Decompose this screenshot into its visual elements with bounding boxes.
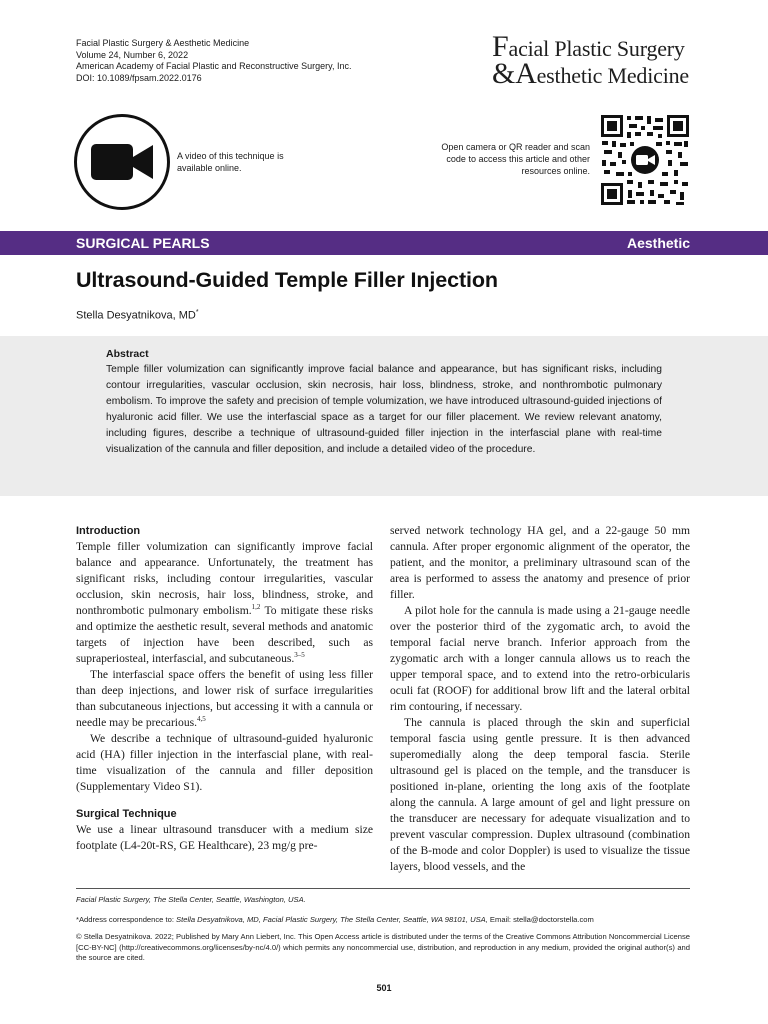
intro-p1-text-b: To mitigate these risks and optimize the aesthetic result, several methods and anatomic targets of injection have been described, such as supraperiosteal, interfascial, and subcutaneous.: [76, 604, 373, 665]
volume-line: Volume 24, Number 6, 2022: [76, 49, 189, 60]
logo-line1: acial Plastic Surgery: [508, 36, 685, 61]
correspondence-email[interactable]: Email: stella@doctorstella.com: [487, 915, 594, 924]
author-name: Stella Desyatnikova, MD: [76, 309, 196, 322]
qr-code-icon[interactable]: [600, 114, 690, 206]
logo-initial-a: &A: [492, 57, 537, 90]
section-label: SURGICAL PEARLS: [76, 235, 210, 251]
article-title: Ultrasound-Guided Temple Filler Injection: [76, 268, 498, 292]
intro-paragraph-1: [76, 539, 373, 667]
qr-instructions-text: Open camera or QR reader and scan code to access this article and other resources online.: [441, 142, 590, 176]
category-label: Aesthetic: [626, 235, 690, 251]
logo-initial-f: F: [492, 30, 509, 63]
video-camera-icon[interactable]: [74, 114, 170, 210]
author-mark: *: [195, 309, 199, 316]
technique-paragraph-3: The cannula is placed through the skin and superficial temporal fascia using gentle pressure. It is then advanced superomedially along the deep temporal fascia. Sterile ultrasound gel is placed on the temple, and the transducer is positioned in-plane, orienting the long axis of the footplate along the cannula. A large amount of gel and light pressure on the transducer are necessary for adequate visualization and to prevent vascular compression. Duplex ultrasound (combination of the B-mode and color Doppler) is used to visualize the tissue layers, blood vessels, and the: [390, 716, 690, 873]
correspondence-label: *Address correspondence to:: [76, 915, 177, 924]
correspondence-note: [76, 915, 690, 926]
ref-4-5[interactable]: 4,5: [197, 715, 206, 724]
page-number: 501: [376, 983, 392, 993]
ref-1-2[interactable]: 1,2: [251, 603, 261, 612]
journal-meta: [76, 38, 351, 84]
video-available-text: A video of this technique is available online.: [177, 151, 284, 173]
correspondence-address: Stella Desyatnikova, MD, Facial Plastic Surgery, The Stella Center, Seattle, WA 98101, USA,: [176, 915, 488, 924]
license-note: © Stella Desyatnikova. 2022; Published by Mary Ann Liebert, Inc. This Open Access article is distributed under the terms of the Creative Commons Attribution Noncommercial License [CC-BY-NC] (http://creativecommons.org/licenses/by-nc/4.0/) which permits any noncommercial use, distribution, and reproduction in any medium, provided the original author(s) and the source are cited.: [76, 932, 690, 963]
technique-paragraph-2: A pilot hole for the cannula is made using a 21-gauge needle over the posterior third of the zygomatic arch, to avoid the temporal facial nerve branch. Inferior approach from the zygomatic arch with a longer cannula allows us to reach the upper temporal space, and to extend into the retro-orbicularis oculi fat (ROOF) for additional brow lift and the lateral orbital rim contouring, if necessary.: [390, 604, 690, 713]
intro-paragraph-3: We describe a technique of ultrasound-guided hyaluronic acid (HA) filler injection in the interfascial plane, with real-time visualization of the cannula and filler deposition (Supplementary Video S1).: [76, 732, 373, 793]
author-line: [76, 309, 199, 322]
technique-heading: Surgical Technique: [76, 808, 177, 820]
body-column-right: [390, 523, 690, 875]
publisher-line: American Academy of Facial Plastic and Reconstructive Surgery, Inc.: [76, 61, 352, 72]
technique-paragraph-1: We use a linear ultrasound transducer with a medium size footplate (L4-20t-RS, GE Healthcare), 23 mg/g pre-: [76, 823, 373, 852]
intro-paragraph-2: [76, 667, 373, 731]
body-column-left: [76, 523, 373, 854]
doi-line: DOI: 10.1089/fpsam.2022.0176: [76, 72, 202, 83]
intro-p1-text-a: Temple filler volumization can significantly improve facial balance and appearance. Unfortunately, the treatment has significant risks, including contour irregularities, vascular occlusion, skin necrosis, hair loss, blindness, stroke, and nonthrombotic pulmonary embolism.: [76, 540, 373, 617]
intro-p2-text: The interfascial space offers the benefit of using less filler than deep injections, and lower risk of surface irregularities than subcutaneous injections, but accessing it with a cannula or needle may be precarious.: [76, 668, 373, 729]
abstract-text: Temple filler volumization can significantly improve facial balance and appearance, but has significant risks, including contour irregularities, vascular occlusion, skin necrosis, hair loss, blindness, stroke, and nonthrombotic pulmonary embolism. To improve the safety and precision of temple volumization, we have introduced ultrasound-guided injections of hyaluronic acid filler. We use the interfascial space as a target for our filler placement. We review relevant anatomy, including figures, describe a technique of ultrasound-guided filler injection in the interfascial plane with real-time visualization of the cannula and filler deposition, and include a detailed video of the procedure.: [106, 364, 662, 455]
technique-paragraph-1-cont: served network technology HA gel, and a 22-gauge 50 mm cannula. After proper ergonomic alignment of the operator, the patient, and the monitor, a preliminary ultrasound scan of the area is performed to assess the anatomy and presence of prior filler.: [390, 524, 690, 601]
intro-heading: Introduction: [76, 525, 141, 537]
section-band: [0, 231, 768, 255]
logo-line2: esthetic Medicine: [536, 63, 689, 88]
journal-name-line: Facial Plastic Surgery & Aesthetic Medicine: [76, 38, 250, 48]
ref-3-5[interactable]: 3–5: [294, 651, 305, 660]
journal-logo: [492, 30, 702, 90]
affiliation-note: Facial Plastic Surgery, The Stella Center, Seattle, Washington, USA.: [76, 895, 306, 904]
abstract-heading: Abstract: [106, 348, 149, 360]
footnote-rule: [76, 888, 690, 889]
